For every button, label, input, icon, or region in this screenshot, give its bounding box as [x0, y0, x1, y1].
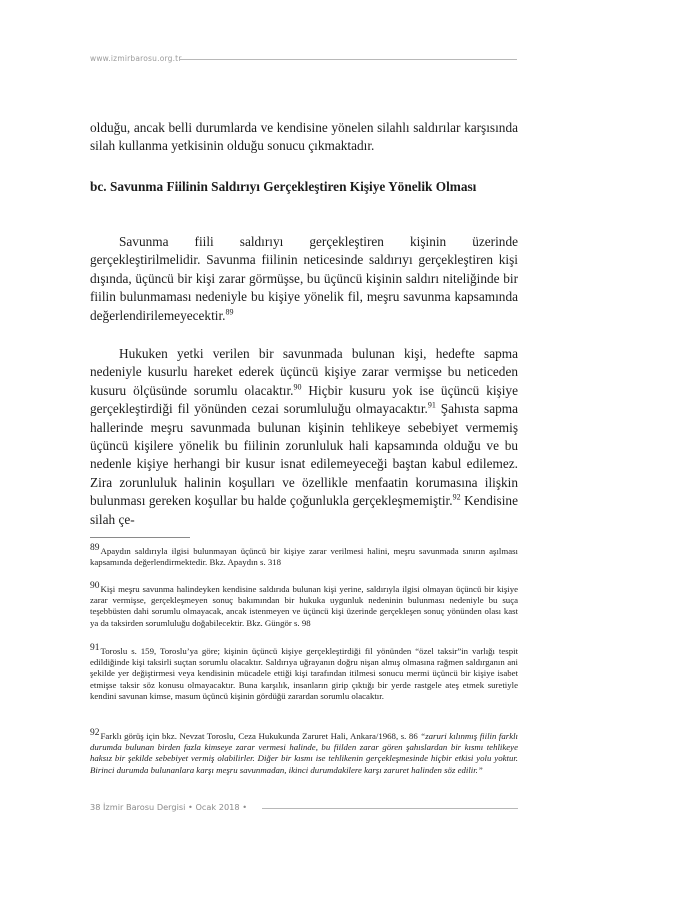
section-heading: bc. Savunma Fiilinin Saldırıyı Gerçekleştiren Kişiye Yönelik Olması [90, 179, 477, 194]
footnote-number: 92 [90, 728, 100, 739]
footnote-91 [90, 643, 518, 702]
header-rule [180, 59, 517, 60]
paragraph-3-part-b: Hiçbir kusuru yok ise üçüncü kişiye gerçekleştirdiği fil yönünden cezai sorumluluğu olmayacaktır. [90, 382, 518, 417]
footnote-text: Apaydın saldırıyla ilgisi bulunmayan üçüncü bir kişiye zarar verilmesi halini, meşru savunmada sınırın aşılması kapsamında değerlendirmektedir. Bkz. Apaydın s. 318 [90, 546, 518, 568]
footnote-ref-90: 90 [293, 382, 302, 392]
page-footer: 38 İzmir Barosu Dergisi • Ocak 2018 • [90, 802, 248, 812]
footnote-90 [90, 581, 518, 629]
footnote-separator [90, 537, 190, 538]
paragraph-2-text: Savunma fiili saldırıyı gerçekleştiren kişinin üzerinde gerçekleştirilmelidir. Savunma fiilinin neticesinde saldırıyı gerçekleştiren kişi dışında, üçüncü bir kişi zarar görmüşse, bu üçüncü kişinin saldırı niteliğinde bir fiilin bulunmaması nedeniyle bu kişiye yönelik fil, meşru savunma kapsamında değerlendirilemeyecektir. [90, 234, 518, 323]
footnote-ref-91: 91 [427, 400, 436, 410]
footnote-number: 90 [90, 581, 100, 592]
footnote-number: 89 [90, 543, 100, 554]
footnote-ref-89: 89 [225, 307, 234, 317]
footer-rule [262, 808, 518, 809]
footnote-text: Farklı görüş için bkz. Nevzat Toroslu, Ceza Hukukunda Zaruret Hali, Ankara/1968, s. 86 [100, 731, 421, 741]
footnote-89 [90, 543, 518, 568]
footnote-number: 91 [90, 643, 100, 654]
paragraph-3-part-c: Şahısta sapma hallerinde meşru savunmada bulunan kişinin tehlikeye sebebiyet vermemiş üçüncü kişilere yönelik bu fiilinin zorunluluk hali kapsamında olduğu ve bu nedenle kişiye herhangi bir kusur isnat edilemeyeceği baştan kabul edilemez. Zira zorunluluk halinin koşulları ve özellikle menfaatin korumasına ilişkin bulunması gereken koşullar bu halde çoğunlukla gerçekleşmemiştir. [90, 401, 519, 509]
footnote-text: Toroslu s. 159, Toroslu’ya göre; kişinin üçüncü kişiye gerçekleştirdiği fil yönünden “özel taksir”in varlığı tespit edildiğinde kişi taksirli suçtan sorumlu olacaktır. Saldırıya uğrayanın doğru nişan almış olmasına rağmen saldırganın ani şekilde yer değiştirmesi veya kendisinin mücadele ettiği kişi tarafından itilmesi sonucu mermi üçüncü bir kişiye isabet etmişse taksir söz konusu olmayacaktır. Buna karşılık, insanların girip çıktığı bir yerde rastgele ateş etmek suretiyle kendini savunan kimse, masum üçüncü kişinin gördüğü zarardan sorumlu olacaktır. [90, 646, 518, 701]
footnote-ref-92: 92 [452, 492, 461, 502]
footnote-92 [90, 728, 518, 776]
paragraph-3-part-d: Kendisine silah çe- [90, 493, 518, 527]
header-url: www.izmirbarosu.org.tr [90, 54, 182, 63]
paragraph-2 [90, 233, 518, 325]
paragraph-1: olduğu, ancak belli durumlarda ve kendisine yönelen silahlı saldırılar karşısında silah kullanma yetkisinin olduğu sonucu çıkmaktadır. [90, 120, 518, 154]
footnote-quote: “zaruri kılınmış fiilin farklı durumda bulunan birden fazla kimseye zarar vermesi halinde, bu fiilden zarar gören şahıslardan bir kısmı tehlikeye haksız bir şekilde sebebiyet vermiş olabilirler. Diğer bir kısmı ise tehlikenin gerçekleşmesinde hiçbir etkisi yolu yoktur. Birinci durumda bulunanlara karşı meşru savunmadan, ikinci durumdakilere karşı zaruret halinden söz edilir.” [90, 731, 518, 775]
paragraph-3-part-a: Hukuken yetki verilen bir savunmada bulunan kişi, hedefte sapma nedeniyle kusurlu hareket ederek üçüncü kişiye zarar vermişse bu neticeden kusuru ölçüsünde sorumlu olacaktır. [90, 346, 518, 398]
footnote-text: Kişi meşru savunma halindeyken kendisine saldırıda bulunan kişi yerine, saldırıyla ilgisi olmayan üçüncü bir kişiye zarar vermişse, gerçekleşmeyen sonuç bakımından bir hukuka uygunluk nedeninin bulunması nedeniyle bu suça teşebbüsten dahi sorumlu olmayacak, ancak istenmeyen ve üçüncü kişi üzerinde gerçekleşen sonuç yönünden olası kast ya da taksirden sorumluluğu doğabilecektir. Bkz. Güngör s. 98 [90, 584, 518, 628]
paragraph-3 [90, 345, 518, 529]
